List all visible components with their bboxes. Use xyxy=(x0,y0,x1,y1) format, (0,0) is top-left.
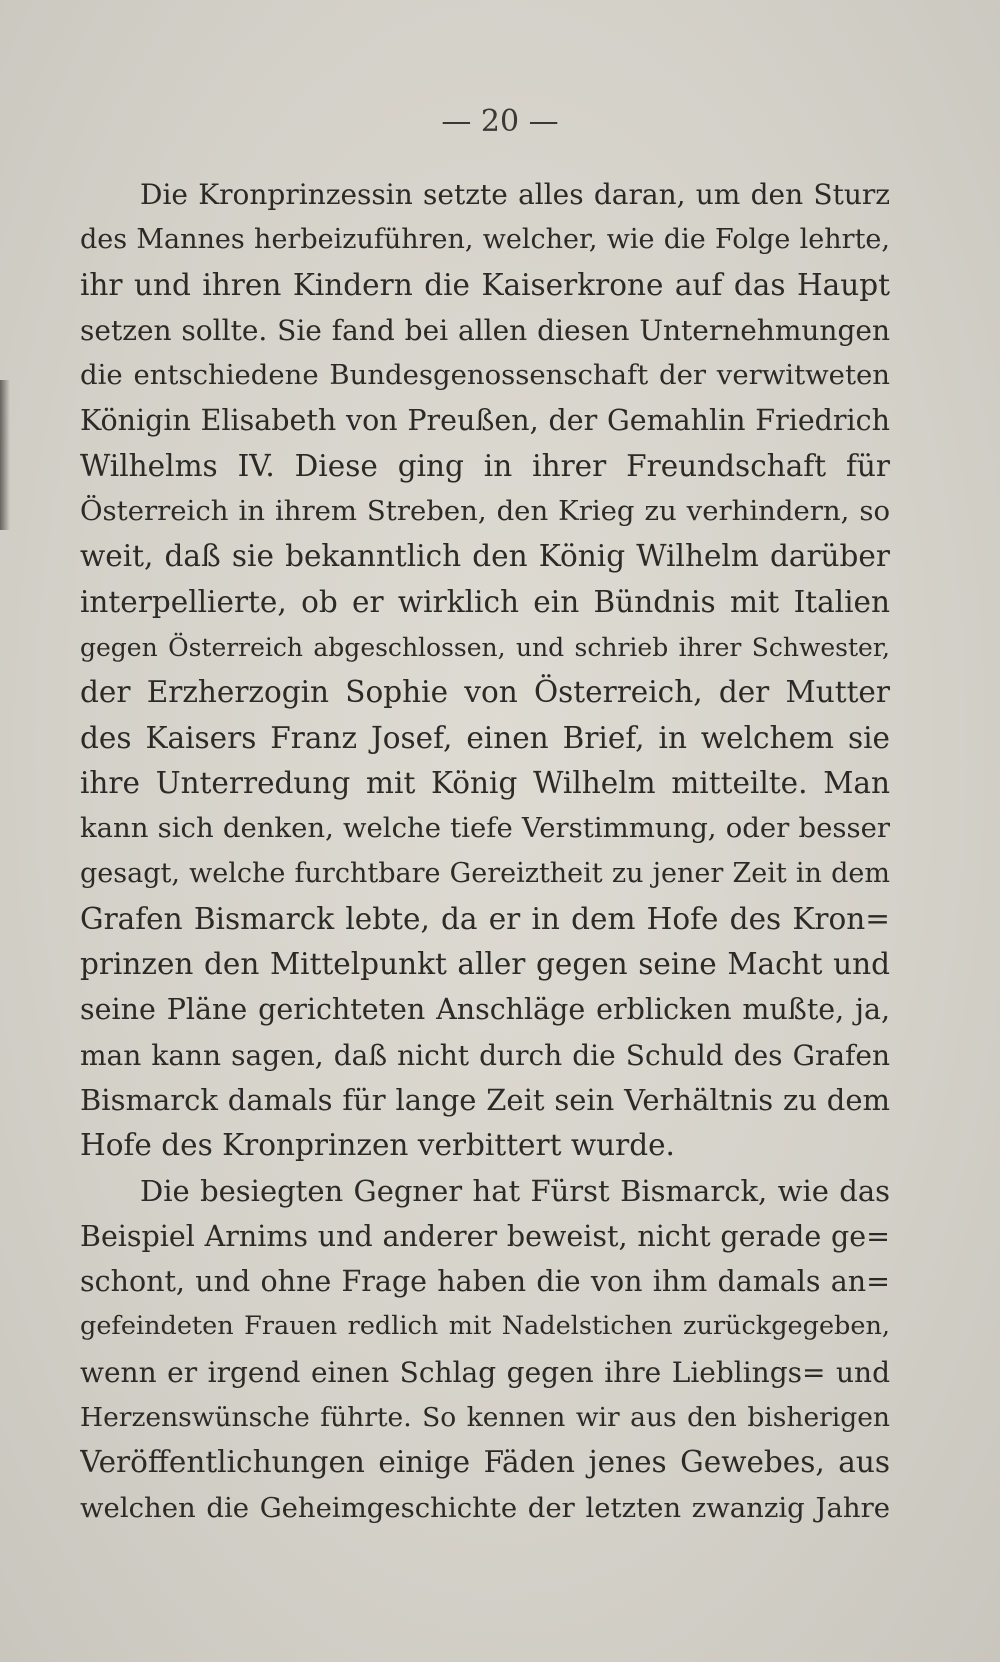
text-line: gegen Österreich abgeschlossen, und schrieb ihrer Schwester, xyxy=(80,632,890,662)
page-body xyxy=(80,172,890,1531)
text-line: wenn er irgend einen Schlag gegen ihre Lieblings= und xyxy=(80,1355,890,1389)
page-edge-shadow xyxy=(0,380,10,530)
text-line: Die besiegten Gegner hat Fürst Bismarck, wie das xyxy=(140,1173,890,1208)
page-number: — 20 — xyxy=(441,104,559,139)
text-line: interpellierte, ob er wirklich ein Bündnis mit Italien xyxy=(80,584,890,619)
text-line: Wilhelms IV. Diese ging in ihrer Freundschaft für xyxy=(80,448,890,483)
text-line: man kann sagen, daß nicht durch die Schuld des Grafen xyxy=(80,1038,890,1072)
text-line: welchen die Geheimgeschichte der letzten zwanzig Jahre xyxy=(80,1491,890,1524)
text-line: Beispiel Arnims und anderer beweist, nicht gerade ge= xyxy=(80,1219,890,1253)
text-line: Grafen Bismarck lebte, da er in dem Hofe des Kron= xyxy=(80,901,890,936)
text-line: gefeindeten Frauen redlich mit Nadelstichen zurückgegeben, xyxy=(80,1311,890,1342)
text-line: des Kaisers Franz Josef, einen Brief, in welchem sie xyxy=(80,720,890,755)
text-line: schont, und ohne Frage haben die von ihm damals an= xyxy=(80,1265,890,1299)
text-line: Herzenswünsche führte. So kennen wir aus den bisherigen xyxy=(80,1402,890,1434)
text-line: kann sich denken, welche tiefe Verstimmung, oder besser xyxy=(80,812,890,845)
text-line: Österreich in ihrem Streben, den Krieg zu verhindern, so xyxy=(80,495,890,528)
text-line: seine Pläne gerichteten Anschläge erblicken mußte, ja, xyxy=(80,993,890,1027)
text-line: Veröffentlichungen einige Fäden jenes Gewebes, aus xyxy=(80,1445,890,1480)
text-line: Hofe des Kronprinzen verbittert wurde. xyxy=(80,1128,675,1163)
text-line: prinzen den Mittelpunkt aller gegen seine Macht und xyxy=(80,947,890,982)
paragraph-2 xyxy=(80,1169,890,1531)
text-line: setzen sollte. Sie fand bei allen diesen Unternehmungen xyxy=(80,313,890,347)
paragraph-1 xyxy=(80,172,890,1169)
text-line: weit, daß sie bekanntlich den König Wilhelm darüber xyxy=(80,539,890,574)
text-line: ihre Unterredung mit König Wilhelm mitteilte. Man xyxy=(80,765,890,800)
text-line: Die Kronprinzessin setzte alles daran, um den Sturz xyxy=(140,178,890,211)
text-line: gesagt, welche furchtbare Gereiztheit zu jener Zeit in dem xyxy=(80,858,890,890)
text-line: Königin Elisabeth von Preußen, der Gemahlin Friedrich xyxy=(80,404,890,438)
text-line: ihr und ihren Kindern die Kaiserkrone auf das Haupt xyxy=(80,267,890,302)
text-line: der Erzherzogin Sophie von Österreich, der Mutter xyxy=(80,675,890,710)
text-line: des Mannes herbeizuführen, welcher, wie die Folge lehrte, xyxy=(80,224,890,256)
text-line: die entschiedene Bundesgenossenschaft der verwitweten xyxy=(80,359,890,392)
text-line: Bismarck damals für lange Zeit sein Verhältnis zu dem xyxy=(80,1082,890,1117)
